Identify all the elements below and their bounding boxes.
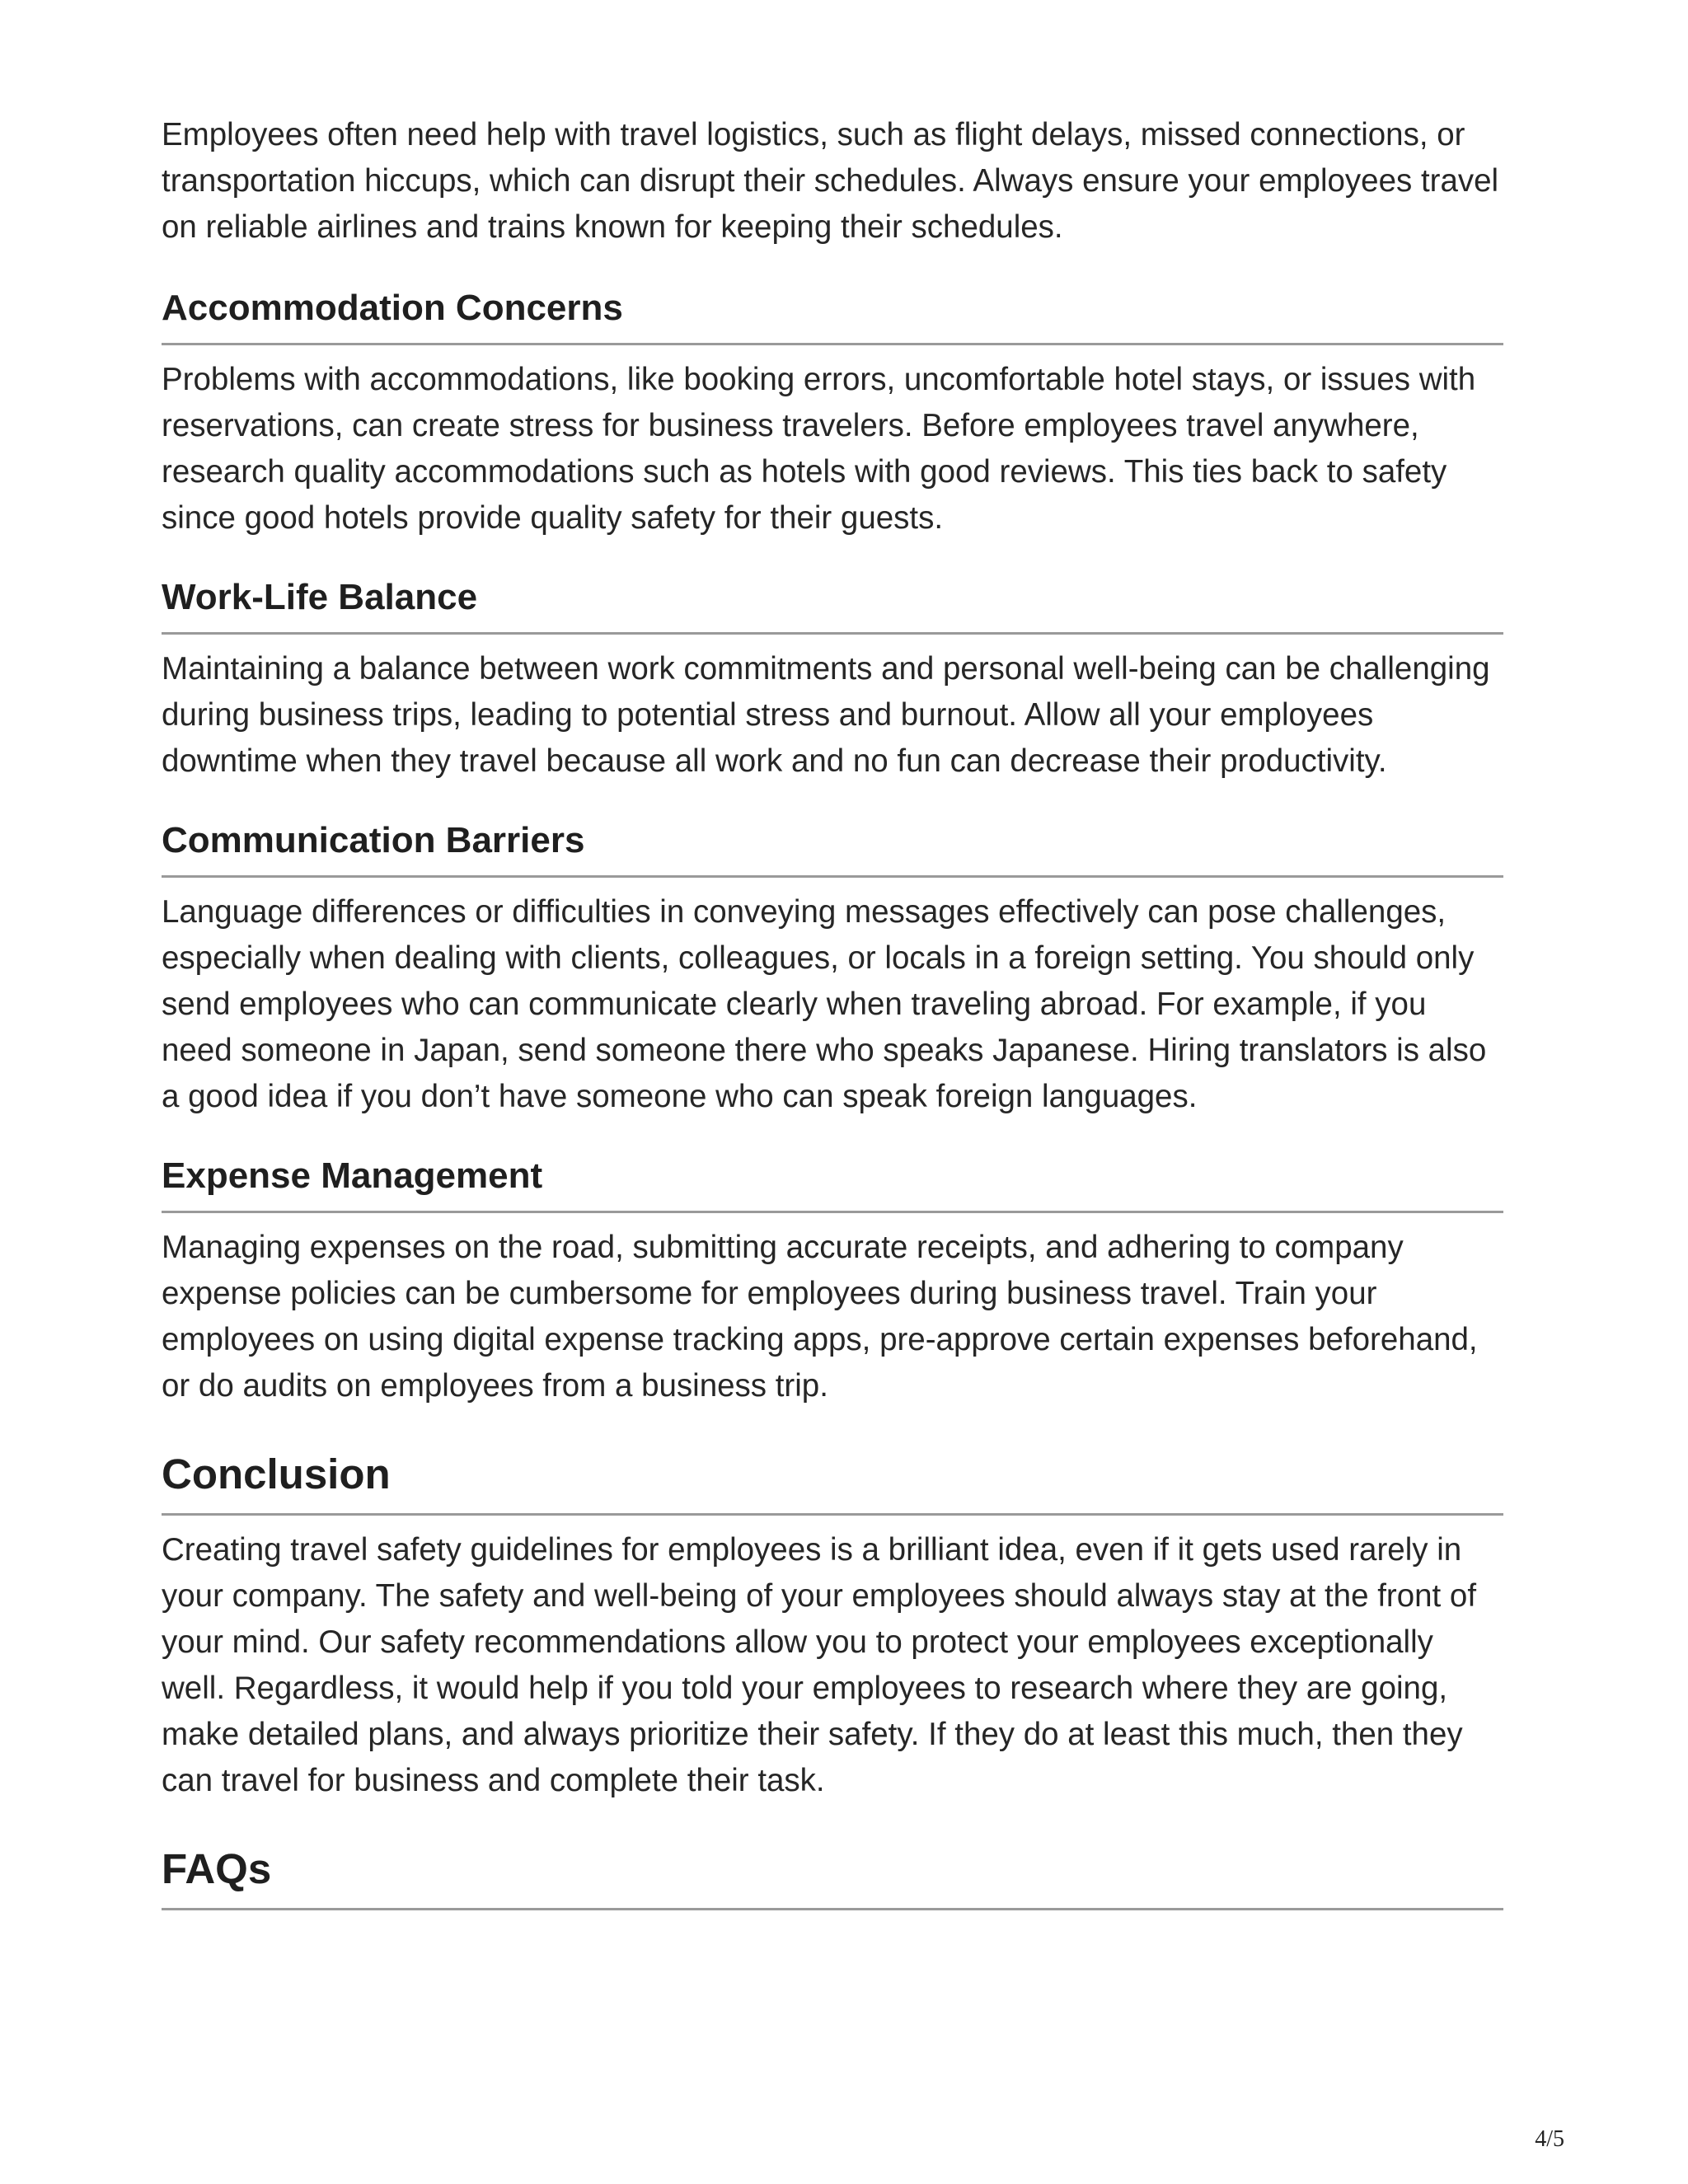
conclusion-paragraph: Creating travel safety guidelines for employees is a brilliant idea, even if it gets used rarely in your company. The safety and well-being of your employees should always stay at the front of your mind. Our safety recommendations allow you to protect your employees exceptionally well. Regardless, it would help if you told your employees to research where they are going, make detailed plans, and always prioritize their safety. If they do at least this much, then they can travel for business and complete their task. bbox=[162, 1532, 1477, 1798]
page-number: 4/5 bbox=[1535, 2126, 1564, 2152]
section-heading-work-life-balance: Work-Life Balance bbox=[162, 577, 478, 617]
section-paragraph-communication-barriers: Language differences or difficulties in conveying messages effectively can pose challenges, especially when dealing with clients, colleagues, or locals in a foreign setting. You should only send employees who can communicate clearly when traveling abroad. For example, if you need someone in Japan, send someone there who speaks Japanese. Hiring translators is also a good idea if you don’t have someone who can speak foreign languages. bbox=[162, 894, 1487, 1114]
section-divider bbox=[162, 875, 1503, 878]
section-paragraph-work-life-balance: Maintaining a balance between work commitments and personal well-being can be challenging during business trips, leading to potential stress and burnout. Allow all your employees downtime when they travel because all work and no fun can decrease their productivity. bbox=[162, 651, 1490, 779]
section-paragraph-expense-management: Managing expenses on the road, submitting accurate receipts, and adhering to company expense policies can be cumbersome for employees during business travel. Train your employees on using digital expense tracking apps, pre-approve certain expenses beforehand, or do audits on employees from a business trip. bbox=[162, 1230, 1478, 1404]
section-divider bbox=[162, 1908, 1503, 1910]
section-divider bbox=[162, 343, 1503, 345]
faqs-heading: FAQs bbox=[162, 1845, 272, 1892]
section-heading-expense-management: Expense Management bbox=[162, 1155, 543, 1196]
section-divider bbox=[162, 632, 1503, 635]
document-page bbox=[162, 112, 1503, 1910]
section-heading-accommodation: Accommodation Concerns bbox=[162, 288, 623, 328]
section-heading-communication-barriers: Communication Barriers bbox=[162, 820, 585, 860]
section-divider bbox=[162, 1211, 1503, 1213]
section-divider bbox=[162, 1513, 1503, 1516]
intro-paragraph: Employees often need help with travel logistics, such as flight delays, missed connections, or transportation hiccups, which can disrupt their schedules. Always ensure your employees travel on reliable airlines and trains known for keeping their schedules. bbox=[162, 117, 1499, 245]
conclusion-heading: Conclusion bbox=[162, 1451, 391, 1497]
section-paragraph-accommodation: Problems with accommodations, like booking errors, uncomfortable hotel stays, or issues with reservations, can create stress for business travelers. Before employees travel anywhere, research quality accommodations such as hotels with good reviews. This ties back to safety since good hotels provide quality safety for their guests. bbox=[162, 362, 1476, 536]
